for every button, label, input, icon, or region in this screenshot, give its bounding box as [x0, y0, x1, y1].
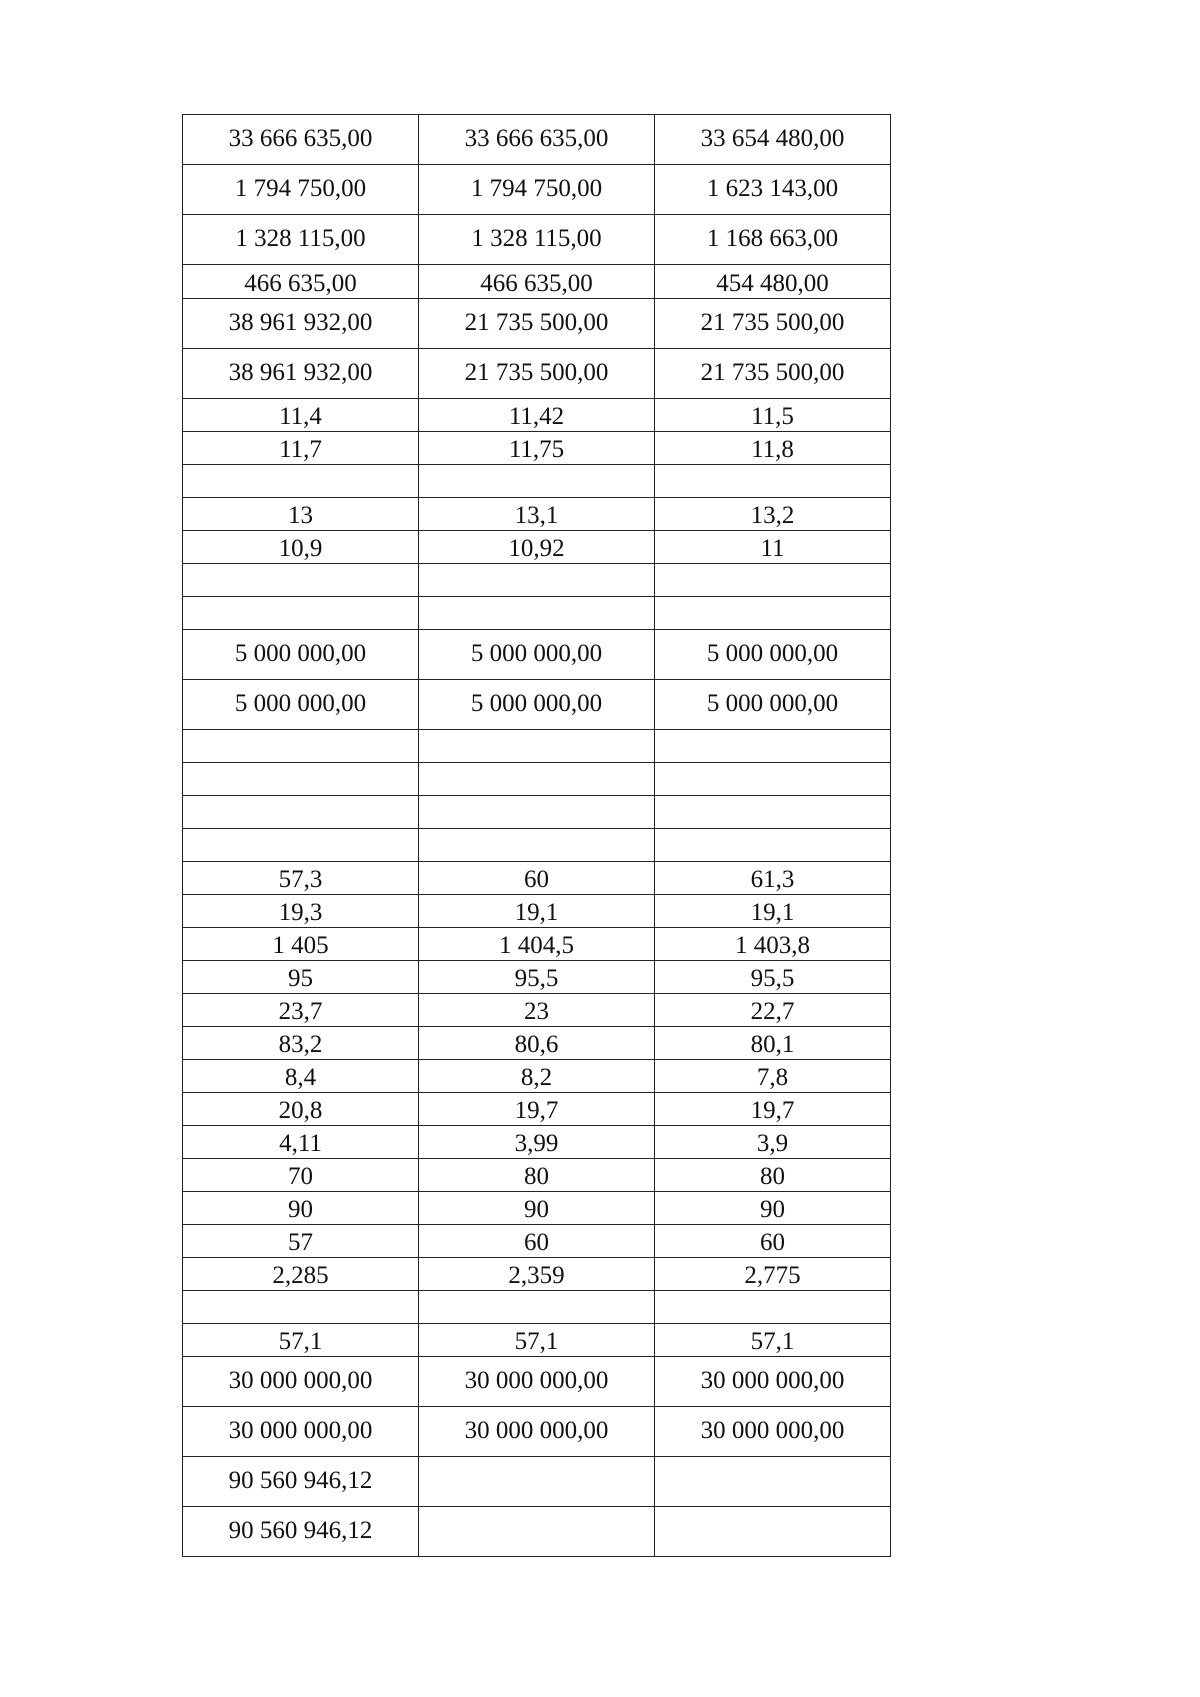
table-cell: 1 168 663,00	[655, 215, 891, 265]
table-cell: 13,2	[655, 498, 891, 531]
table-cell: 23,7	[183, 994, 419, 1027]
table-cell	[183, 796, 419, 829]
table-cell: 10,92	[419, 531, 655, 564]
table-row	[183, 215, 891, 265]
table-cell: 19,3	[183, 895, 419, 928]
table-cell: 1 794 750,00	[183, 165, 419, 215]
table-cell: 19,7	[419, 1093, 655, 1126]
table-cell: 1 403,8	[655, 928, 891, 961]
table-row	[183, 1192, 891, 1225]
table-cell: 8,4	[183, 1060, 419, 1093]
table-cell: 33 666 635,00	[419, 115, 655, 165]
table-cell: 20,8	[183, 1093, 419, 1126]
table-cell: 21 735 500,00	[655, 299, 891, 349]
table-cell: 5 000 000,00	[183, 630, 419, 680]
table-cell	[419, 1457, 655, 1507]
table-row	[183, 1126, 891, 1159]
table-cell: 30 000 000,00	[183, 1357, 419, 1407]
table-row	[183, 680, 891, 730]
table-row	[183, 630, 891, 680]
table-cell	[655, 1291, 891, 1324]
table-cell: 5 000 000,00	[419, 630, 655, 680]
table-cell: 11,7	[183, 432, 419, 465]
table-row	[183, 531, 891, 564]
table-cell	[183, 829, 419, 862]
table-cell	[419, 1507, 655, 1557]
table-cell: 38 961 932,00	[183, 349, 419, 399]
table-cell: 21 735 500,00	[419, 299, 655, 349]
table-cell	[183, 763, 419, 796]
table-row	[183, 928, 891, 961]
table-row	[183, 862, 891, 895]
table-cell: 57,1	[655, 1324, 891, 1357]
table-cell: 30 000 000,00	[419, 1357, 655, 1407]
values-table	[182, 114, 891, 1557]
table-cell	[655, 564, 891, 597]
table-cell: 30 000 000,00	[419, 1407, 655, 1457]
table-cell: 80	[419, 1159, 655, 1192]
table-cell: 80	[655, 1159, 891, 1192]
table-cell	[655, 763, 891, 796]
table-cell: 70	[183, 1159, 419, 1192]
table-cell: 57,1	[183, 1324, 419, 1357]
table-row	[183, 895, 891, 928]
table-cell: 90	[419, 1192, 655, 1225]
table-cell: 30 000 000,00	[655, 1357, 891, 1407]
table-cell	[183, 597, 419, 630]
table-cell: 57	[183, 1225, 419, 1258]
table-cell	[655, 1507, 891, 1557]
table-row	[183, 1324, 891, 1357]
table-cell: 466 635,00	[419, 265, 655, 299]
table-cell: 1 328 115,00	[419, 215, 655, 265]
table-cell	[419, 564, 655, 597]
table-cell: 1 794 750,00	[419, 165, 655, 215]
table-cell: 3,9	[655, 1126, 891, 1159]
table-cell	[655, 465, 891, 498]
table-cell: 11	[655, 531, 891, 564]
table-row	[183, 796, 891, 829]
table-cell: 30 000 000,00	[183, 1407, 419, 1457]
table-cell: 466 635,00	[183, 265, 419, 299]
table-cell: 90 560 946,12	[183, 1457, 419, 1507]
table-cell: 90	[655, 1192, 891, 1225]
table-row	[183, 763, 891, 796]
table-row	[183, 1407, 891, 1457]
table-cell	[655, 730, 891, 763]
table-cell: 60	[655, 1225, 891, 1258]
table-cell	[183, 1291, 419, 1324]
table-cell: 5 000 000,00	[655, 630, 891, 680]
table-cell	[655, 796, 891, 829]
table-cell: 60	[419, 1225, 655, 1258]
table-cell	[655, 1457, 891, 1507]
table-cell: 1 405	[183, 928, 419, 961]
table-cell: 80,1	[655, 1027, 891, 1060]
table-cell: 19,1	[655, 895, 891, 928]
table-cell: 11,42	[419, 399, 655, 432]
table-row	[183, 1027, 891, 1060]
table-cell: 23	[419, 994, 655, 1027]
table-row	[183, 994, 891, 1027]
table-cell: 13,1	[419, 498, 655, 531]
table-row	[183, 829, 891, 862]
table-cell: 19,1	[419, 895, 655, 928]
table-row	[183, 1357, 891, 1407]
table-cell: 11,5	[655, 399, 891, 432]
table-cell: 90 560 946,12	[183, 1507, 419, 1557]
table-row	[183, 1093, 891, 1126]
table-body	[183, 115, 891, 1557]
table-cell	[419, 465, 655, 498]
table-cell: 8,2	[419, 1060, 655, 1093]
table-cell: 1 404,5	[419, 928, 655, 961]
table-cell	[419, 829, 655, 862]
table-row	[183, 597, 891, 630]
table-cell: 22,7	[655, 994, 891, 1027]
table-cell: 1 623 143,00	[655, 165, 891, 215]
table-row	[183, 498, 891, 531]
table-cell: 5 000 000,00	[419, 680, 655, 730]
table-cell: 57,3	[183, 862, 419, 895]
table-cell	[419, 730, 655, 763]
table-cell	[655, 597, 891, 630]
table-cell: 83,2	[183, 1027, 419, 1060]
table-cell: 2,285	[183, 1258, 419, 1291]
table-row	[183, 1060, 891, 1093]
table-cell: 11,4	[183, 399, 419, 432]
table-cell: 38 961 932,00	[183, 299, 419, 349]
table-cell: 95,5	[419, 961, 655, 994]
table-row	[183, 1291, 891, 1324]
table-row	[183, 349, 891, 399]
table-cell	[419, 1291, 655, 1324]
table-cell	[655, 829, 891, 862]
table-cell: 2,775	[655, 1258, 891, 1291]
table-cell: 95,5	[655, 961, 891, 994]
table-cell: 33 666 635,00	[183, 115, 419, 165]
table-row	[183, 465, 891, 498]
table-cell: 3,99	[419, 1126, 655, 1159]
table-cell	[419, 796, 655, 829]
table-cell: 57,1	[419, 1324, 655, 1357]
table-row	[183, 165, 891, 215]
table-cell: 21 735 500,00	[419, 349, 655, 399]
table-row	[183, 1457, 891, 1507]
table-cell: 11,75	[419, 432, 655, 465]
table-cell: 5 000 000,00	[183, 680, 419, 730]
table-row	[183, 1225, 891, 1258]
table-cell	[183, 564, 419, 597]
table-cell: 19,7	[655, 1093, 891, 1126]
table-cell: 1 328 115,00	[183, 215, 419, 265]
table-row	[183, 432, 891, 465]
table-cell	[183, 465, 419, 498]
table-cell: 2,359	[419, 1258, 655, 1291]
table-row	[183, 1159, 891, 1192]
table-cell: 60	[419, 862, 655, 895]
table-cell: 4,11	[183, 1126, 419, 1159]
table-cell: 33 654 480,00	[655, 115, 891, 165]
table-cell: 13	[183, 498, 419, 531]
table-row	[183, 730, 891, 763]
table-row	[183, 299, 891, 349]
table-row	[183, 961, 891, 994]
table-cell: 21 735 500,00	[655, 349, 891, 399]
table-row	[183, 1507, 891, 1557]
table-cell: 7,8	[655, 1060, 891, 1093]
table-cell	[419, 597, 655, 630]
table-row	[183, 1258, 891, 1291]
table-cell: 30 000 000,00	[655, 1407, 891, 1457]
table-row	[183, 265, 891, 299]
table-cell: 5 000 000,00	[655, 680, 891, 730]
table-row	[183, 115, 891, 165]
table-cell: 10,9	[183, 531, 419, 564]
table-cell: 80,6	[419, 1027, 655, 1060]
table-cell: 11,8	[655, 432, 891, 465]
table-row	[183, 399, 891, 432]
table-cell: 454 480,00	[655, 265, 891, 299]
table-row	[183, 564, 891, 597]
table-cell: 90	[183, 1192, 419, 1225]
table-cell: 95	[183, 961, 419, 994]
table-cell	[183, 730, 419, 763]
table-cell	[419, 763, 655, 796]
table-cell: 61,3	[655, 862, 891, 895]
